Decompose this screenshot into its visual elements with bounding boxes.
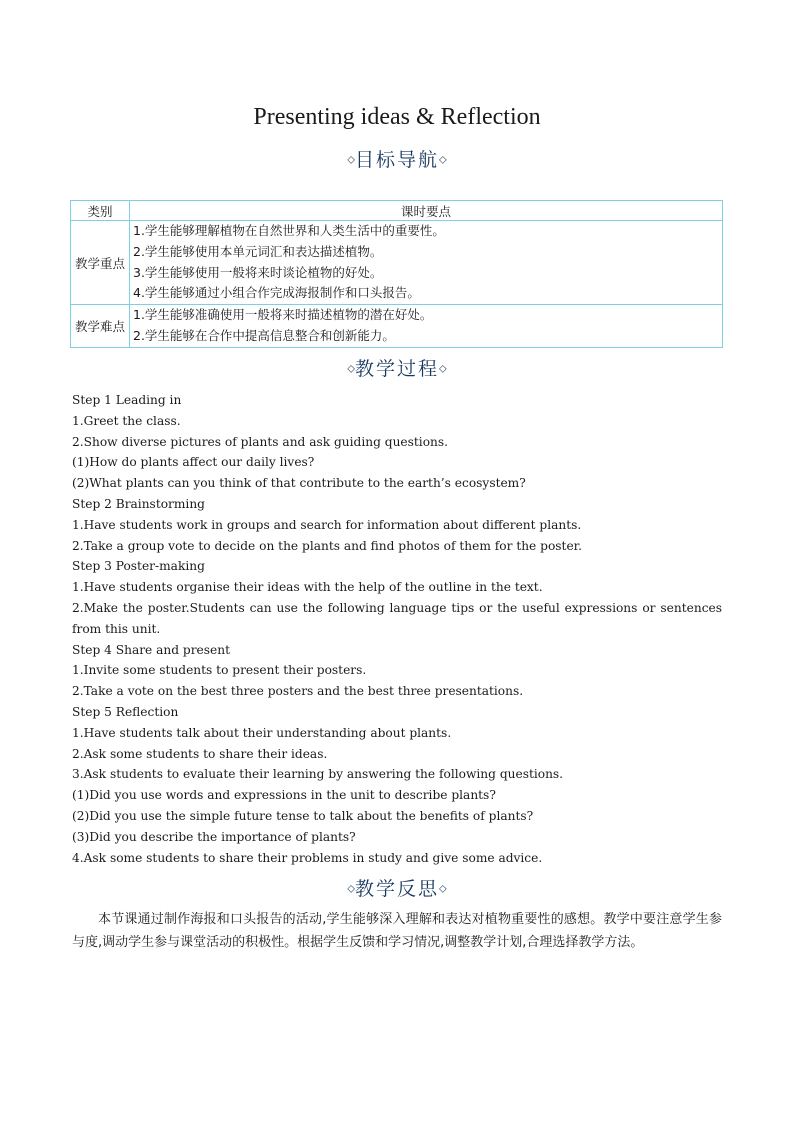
table-cell-points [130, 305, 723, 348]
process-line: 2.Make the poster.Students can use the following language tips or the useful expressions or sentences from this unit. [72, 600, 722, 636]
table-header-row [71, 201, 723, 221]
section-heading-process-text: 教学过程 [354, 358, 439, 380]
teaching-process [72, 390, 722, 868]
process-line: (2)What plants can you think of that contribute to the earth’s ecosystem? [72, 476, 526, 491]
process-line: 3.Ask students to evaluate their learning by answering the following questions. [72, 767, 564, 782]
process-line: (2)Did you use the simple future tense to talk about the benefits of plants? [72, 808, 534, 823]
process-line: 2.Take a vote on the best three posters and the best three presentations. [72, 684, 524, 699]
process-line: 2.Ask some students to share their ideas. [72, 746, 328, 761]
goals-table [70, 200, 723, 348]
process-line: 1.Have students work in groups and search for information about different plants. [72, 517, 582, 532]
table-header-category: 类别 [71, 201, 130, 221]
diamond-icon: ◇ [439, 363, 447, 375]
table-cell-category: 教学重点 [71, 221, 130, 305]
process-line: (3)Did you describe the importance of plants? [72, 829, 356, 844]
process-line: 4.Ask some students to share their problems in study and give some advice. [72, 850, 543, 865]
point-line: 4.学生能够通过小组合作完成海报制作和口头报告。 [133, 285, 420, 301]
diamond-icon: ◇ [347, 883, 355, 895]
point-line: 2.学生能够使用本单元词汇和表达描述植物。 [133, 243, 383, 259]
section-heading-goals [0, 147, 794, 173]
section-heading-reflection-text: 教学反思 [354, 878, 439, 900]
process-line: 1.Have students talk about their understanding about plants. [72, 725, 452, 740]
diamond-icon: ◇ [347, 154, 355, 166]
process-line: Step 1 Leading in [72, 393, 182, 407]
process-line: 1.Have students organise their ideas with the help of the outline in the text. [72, 580, 543, 595]
diamond-icon: ◇ [439, 154, 447, 166]
point-line: 2.学生能够在合作中提高信息整合和创新能力。 [133, 327, 395, 343]
section-heading-reflection [0, 876, 794, 902]
table-row [71, 221, 723, 305]
section-heading-goals-text: 目标导航 [354, 149, 439, 171]
process-line: Step 3 Poster-making [72, 559, 205, 574]
process-line: 1.Invite some students to present their posters. [72, 663, 367, 678]
process-line: 1.Greet the class. [72, 413, 181, 428]
point-line: 1.学生能够准确使用一般将来时描述植物的潜在好处。 [133, 307, 433, 323]
process-line: 2.Take a group vote to decide on the plants and find photos of them for the poster. [72, 538, 583, 553]
reflection-paragraph: 本节课通过制作海报和口头报告的活动,学生能够深入理解和表达对植物重要性的感想。教学中要注意学生参与度,调动学生参与课堂活动的积极性。根据学生反馈和学习情况,调整教学计划,合理选择教学方法。 [72, 912, 722, 950]
document-title: Presenting ideas & Reflection [253, 104, 541, 130]
process-line: Step 4 Share and present [72, 642, 230, 657]
process-line: (1)How do plants affect our daily lives? [72, 455, 315, 470]
section-heading-process [0, 356, 794, 382]
table-row [71, 305, 723, 348]
point-line: 1.学生能够理解植物在自然世界和人类生活中的重要性。 [133, 223, 445, 238]
process-line: 2.Show diverse pictures of plants and ask guiding questions. [72, 434, 449, 449]
process-line: (1)Did you use words and expressions in the unit to describe plants? [72, 788, 496, 803]
process-line: Step 5 Reflection [72, 704, 179, 719]
table-cell-points [130, 221, 723, 305]
diamond-icon: ◇ [439, 883, 447, 895]
diamond-icon: ◇ [347, 363, 355, 375]
table-cell-category: 教学难点 [71, 305, 130, 348]
point-line: 3.学生能够使用一般将来时谈论植物的好处。 [133, 264, 383, 280]
process-line: Step 2 Brainstorming [72, 496, 205, 511]
table-header-points: 课时要点 [130, 201, 723, 221]
